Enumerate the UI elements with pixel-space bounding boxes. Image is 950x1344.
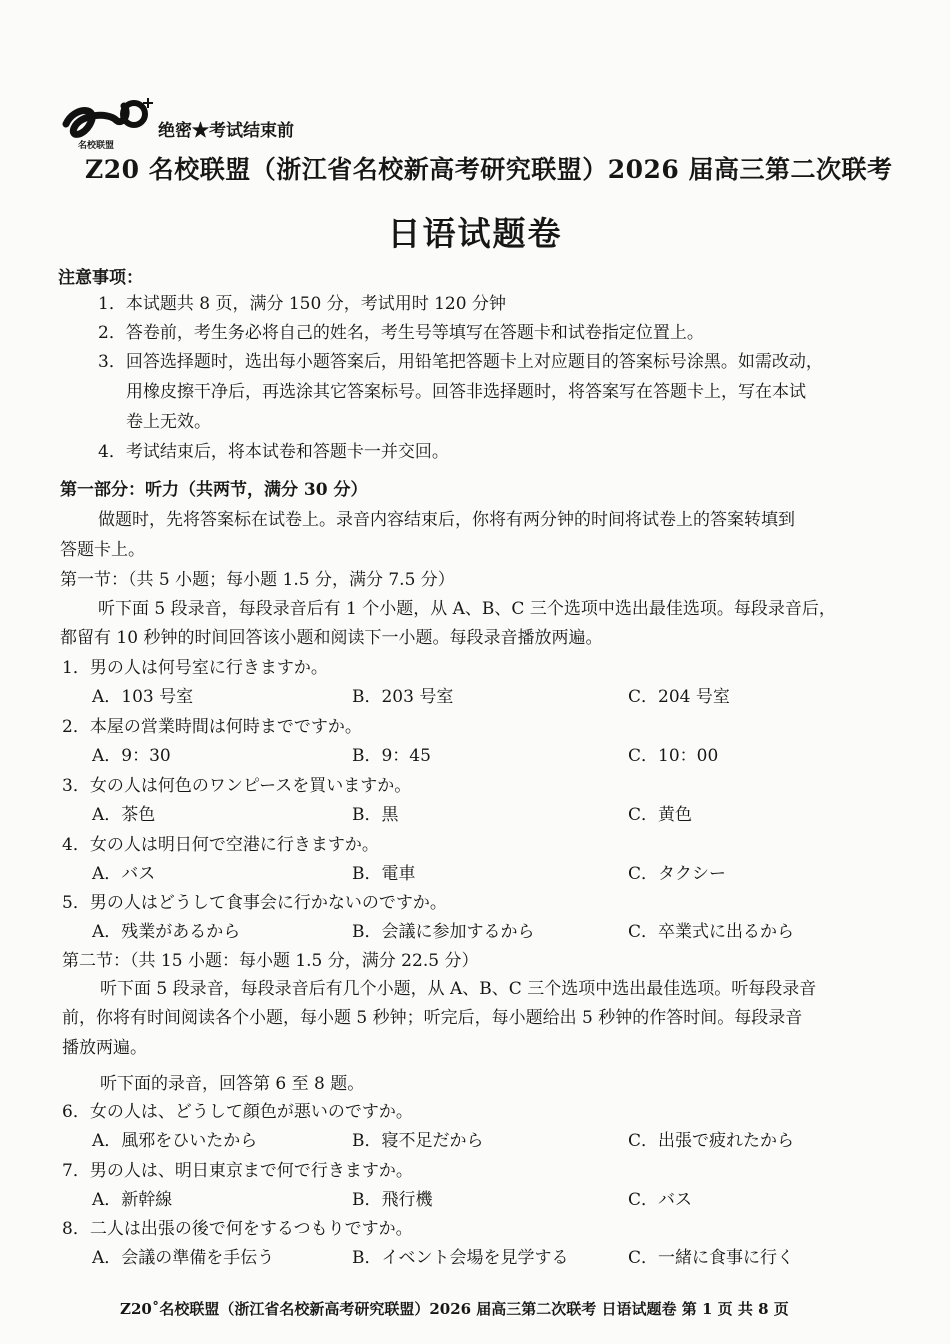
question-4: 4．女の人は明日何で空港に行きますか。 (62, 835, 379, 855)
q4-option-b: B．電車 (352, 864, 416, 884)
q5-option-b: B．会議に参加するから (352, 922, 535, 942)
notes-heading: 注意事项： (58, 268, 143, 288)
q8-option-a: A．会議の準備を手伝う (92, 1248, 275, 1268)
q5-option-c: C．卒業式に出るから (628, 922, 795, 942)
section2-heading: 第二节：（共 15 小题：每小题 1.5 分，满分 22.5 分） (62, 951, 479, 971)
q7-option-a: A．新幹線 (92, 1190, 173, 1210)
section1-heading: 第一节：（共 5 小题；每小题 1.5 分，满分 7.5 分） (60, 570, 455, 590)
q8-option-c: C．一緒に食事に行く (628, 1248, 795, 1268)
section1-intro: 都留有 10 秒钟的时间回答该小题和阅读下一小题。每段录音播放两遍。 (60, 628, 603, 648)
question-2: 2．本屋の営業時間は何時までですか。 (62, 717, 362, 737)
q7-option-b: B．飛行機 (352, 1190, 433, 1210)
question-3: 3．女の人は何色のワンピースを買いますか。 (62, 776, 412, 796)
group-intro: 听下面的录音，回答第 6 至 8 题。 (100, 1074, 365, 1094)
q7-option-c: C．バス (628, 1190, 693, 1210)
question-5: 5．男の人はどうして食事会に行かないのですか。 (62, 893, 447, 913)
q3-option-b: B．黒 (352, 805, 399, 825)
note-item: 2．答卷前，考生务必将自己的姓名，考生号等填写在答题卡和试卷指定位置上。 (98, 323, 704, 343)
q1-option-c: C．204 号室 (628, 687, 730, 707)
question-7: 7．男の人は、明日東京まで何で行きますか。 (62, 1161, 413, 1181)
q6-option-a: A．風邪をひいたから (92, 1131, 258, 1151)
logo-caption: 名校联盟 (78, 141, 115, 151)
q8-option-b: B．イベント会場を見学する (352, 1248, 569, 1268)
note-item: 4．考试结束后，将本试卷和答题卡一并交回。 (98, 442, 449, 462)
question-1: 1．男の人は何号室に行きますか。 (62, 658, 328, 678)
note-item: 用橡皮擦干净后，再选涂其它答案标号。回答非选择题时，将答案写在答题卡上，写在本试 (126, 382, 806, 402)
q1-option-b: B．203 号室 (352, 687, 454, 707)
note-item: 3．回答选择题时，选出每小题答案后，用铅笔把答题卡上对应题目的答案标号涂黑。如需改动， (98, 352, 823, 372)
page-footer: Z20˚名校联盟（浙江省名校新高考研究联盟）2026 届高三第二次联考 日语试题卷 第 1 页 共 8 页 (120, 1300, 789, 1318)
q1-option-a: A．103 号室 (92, 687, 194, 707)
section2-intro: 播放两遍。 (62, 1038, 147, 1058)
q6-option-b: B．寝不足だから (352, 1131, 484, 1151)
q3-option-a: A．茶色 (92, 805, 156, 825)
exam-subtitle: 日语试题卷 (387, 214, 563, 253)
z20-logo (60, 94, 156, 152)
secret-label: 绝密★考试结束前 (158, 121, 294, 141)
part1-intro: 做题时，先将答案标在试卷上。录音内容结束后，你将有两分钟的时间将试卷上的答案转填到 (98, 510, 795, 530)
note-item: 卷上无效。 (126, 412, 211, 432)
note-item: 1．本试题共 8 页，满分 150 分，考试用时 120 分钟 (98, 294, 506, 314)
q2-option-c: C．10：00 (628, 746, 719, 766)
q4-option-c: C．タクシー (628, 864, 727, 884)
part1-heading: 第一部分：听力（共两节，满分 30 分） (60, 480, 368, 500)
section2-intro: 前，你将有时间阅读各个小题，每小题 5 秒钟；听完后，每小题给出 5 秒钟的作答时间。每段录音 (62, 1008, 803, 1028)
q4-option-a: A．バス (92, 864, 156, 884)
section2-intro: 听下面 5 段录音，每段录音后有几个小题，从 A、B、C 三个选项中选出最佳选项。听每段录音 (100, 979, 817, 999)
question-6: 6．女の人は、どうして顔色が悪いのですか。 (62, 1102, 413, 1122)
q5-option-a: A．残業があるから (92, 922, 241, 942)
q6-option-c: C．出張で疲れたから (628, 1131, 795, 1151)
exam-title: Z20 名校联盟（浙江省名校新高考研究联盟）2026 届高三第二次联考 (85, 155, 893, 184)
q3-option-c: C．黄色 (628, 805, 693, 825)
q2-option-a: A．9：30 (92, 746, 171, 766)
section1-intro: 听下面 5 段录音，每段录音后有 1 个小题，从 A、B、C 三个选项中选出最佳选项。每段录音后， (98, 599, 836, 619)
question-8: 8．二人は出張の後で何をするつもりですか。 (62, 1219, 413, 1239)
part1-intro: 答题卡上。 (60, 540, 145, 560)
q2-option-b: B．9：45 (352, 746, 431, 766)
